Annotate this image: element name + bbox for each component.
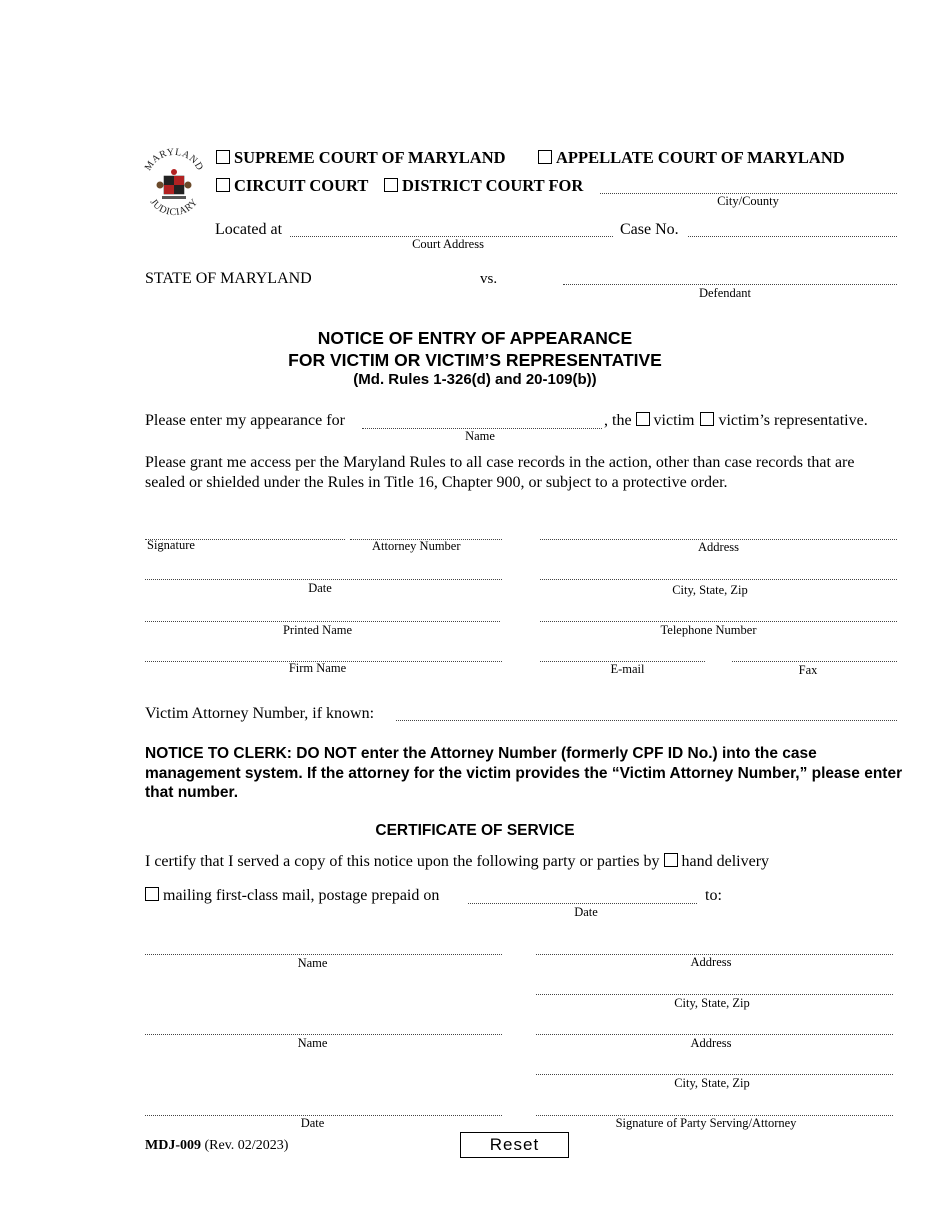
appearance-prefix: Please enter my appearance for [145,412,345,429]
seal-icon [140,143,208,223]
svg-text:MARYLAND [143,147,206,173]
reset-button[interactable]: Reset [460,1132,569,1158]
firm-name-caption: Firm Name [288,661,347,675]
serving-signature-caption: Signature of Party Serving/Attorney [615,1116,797,1130]
defendant-field[interactable] [563,284,897,285]
printed-name-caption: Printed Name [282,623,353,637]
appearance-role-options [604,412,868,430]
supreme-court-option[interactable] [216,148,506,168]
form-rule-reference: (Md. Rules 1-326(d) and 20-109(b)) [353,371,597,388]
form-subtitle: FOR VICTIM OR VICTIM’S REPRESENTATIVE [288,350,662,370]
form-footer [145,1138,288,1154]
defendant-caption: Defendant [698,286,752,300]
located-at-label: Located at [215,221,283,238]
appellate-court-checkbox[interactable] [538,150,552,164]
case-no-label: Case No. [620,221,679,238]
city-county-caption: City/County [717,194,779,208]
mailing-checkbox[interactable] [145,887,159,901]
district-court-checkbox[interactable] [384,178,398,192]
svg-text:JUDICIARY [148,197,201,218]
date-caption: Date [308,581,332,595]
party-2-address-field[interactable] [536,1034,893,1035]
hand-delivery-checkbox[interactable] [664,853,678,867]
certificate-text: I certify that I served a copy of this notice upon the following party or parties by [145,853,660,870]
party-1-name-field[interactable] [145,954,502,955]
date-field[interactable] [145,579,502,580]
form-revision: (Rev. 02/2023) [204,1138,289,1153]
address-caption: Address [698,540,739,554]
city-state-zip-caption: City, State, Zip [672,583,748,597]
district-court-option[interactable] [384,176,583,196]
signature-caption: Signature [147,538,195,552]
supreme-court-label: SUPREME COURT OF MARYLAND [234,148,506,167]
supreme-court-checkbox[interactable] [216,150,230,164]
fax-caption: Fax [798,663,818,677]
party-2-city-field[interactable] [536,1074,893,1075]
representative-label: victim’s representative. [718,412,868,429]
maryland-judiciary-seal [140,143,208,223]
hand-delivery-label: hand delivery [681,853,770,870]
appearance-the: , the [604,412,632,429]
certificate-line1 [145,853,769,871]
district-court-label: DISTRICT COURT FOR [402,176,584,195]
victim-checkbox[interactable] [636,412,650,426]
party-1-city-field[interactable] [536,994,893,995]
form-id: MDJ-009 [145,1138,201,1153]
circuit-court-label: CIRCUIT COURT [234,176,369,195]
service-signature-date-caption: Date [300,1116,325,1130]
city-state-zip-field[interactable] [540,579,897,580]
circuit-court-checkbox[interactable] [216,178,230,192]
party-2-address-caption: Address [690,1036,732,1050]
versus-label: vs. [480,271,498,287]
attorney-number-caption: Attorney Number [372,539,461,553]
service-date-caption: Date [574,905,598,919]
telephone-field[interactable] [540,621,897,622]
appellate-court-label: APPELLATE COURT OF MARYLAND [556,148,845,167]
victim-attorney-number-field[interactable] [396,720,897,721]
case-number-field[interactable] [688,236,897,237]
printed-name-field[interactable] [145,621,500,622]
party-2-name-field[interactable] [145,1034,502,1035]
court-address-caption: Court Address [412,237,484,251]
telephone-caption: Telephone Number [660,623,757,637]
victim-attorney-label: Victim Attorney Number, if known: [145,705,375,722]
certificate-line2 [145,887,439,905]
access-paragraph: Please grant me access per the Maryland Rules to all case records in the action, other than case records that are sealed or shielded under the Rules in Title 16, Chapter 900, or subject to a protective order. [145,454,855,491]
certificate-to: to: [705,887,722,904]
victim-label: victim [653,412,695,429]
mailing-label: mailing first-class mail, postage prepaid on [163,887,440,904]
form-title: NOTICE OF ENTRY OF APPEARANCE [317,328,633,348]
party-2-city-caption: City, State, Zip [674,1076,750,1090]
appearance-name-caption: Name [465,429,495,443]
party-1-address-caption: Address [690,955,732,969]
service-date-field[interactable] [468,903,697,904]
clerk-notice: NOTICE TO CLERK: DO NOT enter the Attorney Number (formerly CPF ID No.) into the case management system. If the attorney for the victim provides the “Victim Attorney Number,” please enter that number. [145,745,903,801]
appellate-court-option[interactable] [538,148,845,168]
plaintiff-name: STATE OF MARYLAND [145,270,312,287]
circuit-court-option[interactable] [216,176,368,196]
seal-bottom-text: JUDICIARY [147,196,201,219]
party-1-city-caption: City, State, Zip [674,996,750,1010]
party-2-name-caption: Name [297,1036,328,1050]
certificate-heading: CERTIFICATE OF SERVICE [375,822,575,839]
fax-field[interactable] [732,661,897,662]
representative-checkbox[interactable] [700,412,714,426]
email-caption: E-mail [610,662,645,676]
seal-top-text: MARYLAND [142,146,206,173]
party-1-name-caption: Name [297,956,328,970]
